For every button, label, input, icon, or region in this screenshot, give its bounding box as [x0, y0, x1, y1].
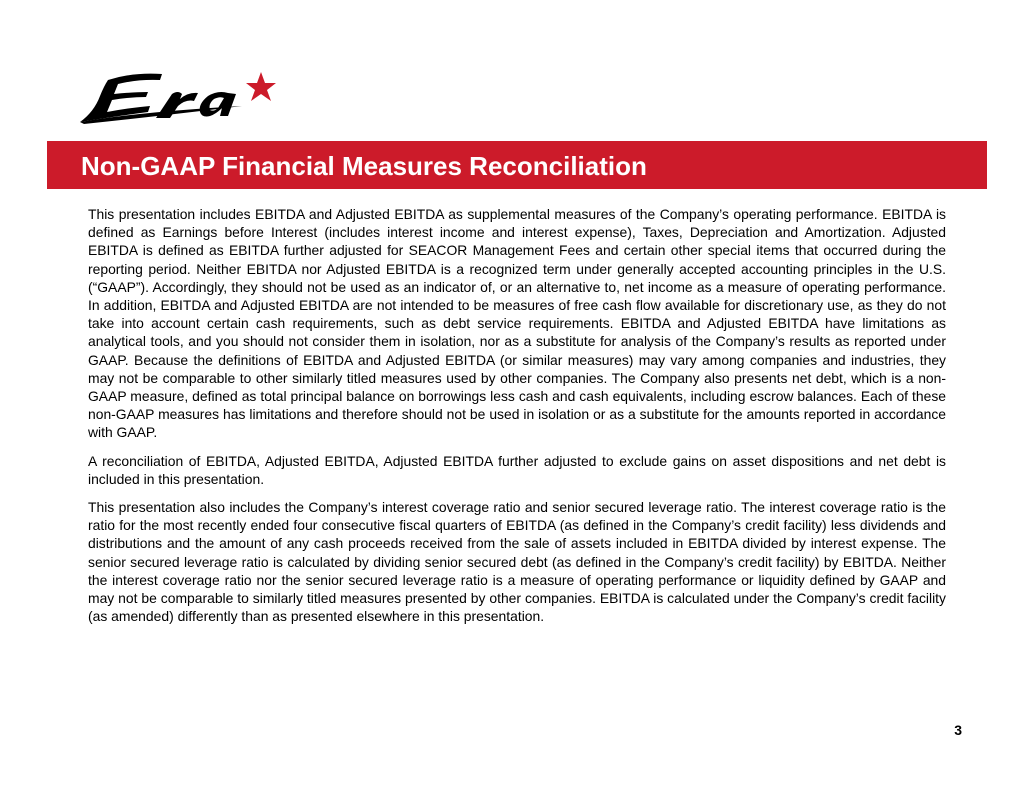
page-title: Non-GAAP Financial Measures Reconciliation [81, 151, 647, 181]
page-number: 3 [954, 722, 962, 738]
paragraph-definitions: This presentation includes EBITDA and Adjusted EBITDA as supplemental measures of the Company’s operating performance. EBITDA is defined as Earnings before Interest (includes interest income and interest expense), Taxes, Depreciation and Amortization. Adjusted EBITDA is defined as EBITDA further adjusted for SEACOR Management Fees and certain other special items that occurred during the reporting period. Neither EBITDA nor Adjusted EBITDA is a recognized term under generally accepted accounting principles in the U.S. (“GAAP”). Accordingly, they should not be used as an indicator of, or an alternative to, net income as a measure of operating performance. In addition, EBITDA and Adjusted EBITDA are not intended to be measures of free cash flow available for discretionary use, as they do not take into account certain cash requirements, such as debt service requirements. EBITDA and Adjusted EBITDA have limitations as analytical tools, and you should not consider them in isolation, nor as a substitute for analysis of the Company’s results as reported under GAAP. Because the definitions of EBITDA and Adjusted EBITDA (or similar measures) may vary among companies and industries, they may not be comparable to other similarly titled measures used by other companies. The Company also presents net debt, which is a non-GAAP measure, defined as total principal balance on borrowings less cash and cash equivalents, including escrow balances. Each of these non-GAAP measures has limitations and therefore should not be used in isolation or as a substitute for the amounts reported in accordance with GAAP. [88, 206, 946, 441]
paragraph-reconciliation: A reconciliation of EBITDA, Adjusted EBITDA, Adjusted EBITDA further adjusted to exclude gains on asset dispositions and net debt is included in this presentation. [88, 452, 946, 487]
paragraph-ratios: This presentation also includes the Company’s interest coverage ratio and senior secured leverage ratio. The interest coverage ratio is the ratio for the most recently ended four consecutive fiscal quarters of EBITDA (as defined in the Company’s credit facility) less dividends and distributions and the amount of any cash proceeds received from the sale of assets included in EBITDA divided by interest expense. The senior secured leverage ratio is calculated by dividing senior secured debt (as defined in the Company’s credit facility) by EBITDA. Neither the interest coverage ratio nor the senior secured leverage ratio is a measure of operating performance or liquidity defined by GAAP and may not be comparable to similarly titled measures presented by other companies. EBITDA is calculated under the Company’s credit facility (as amended) differently than as presented elsewhere in this presentation. [88, 499, 946, 625]
title-bar [47, 141, 987, 189]
era-logo-text [80, 74, 242, 124]
body-text [88, 205, 946, 635]
star-icon [246, 72, 276, 101]
era-logo [78, 66, 278, 126]
